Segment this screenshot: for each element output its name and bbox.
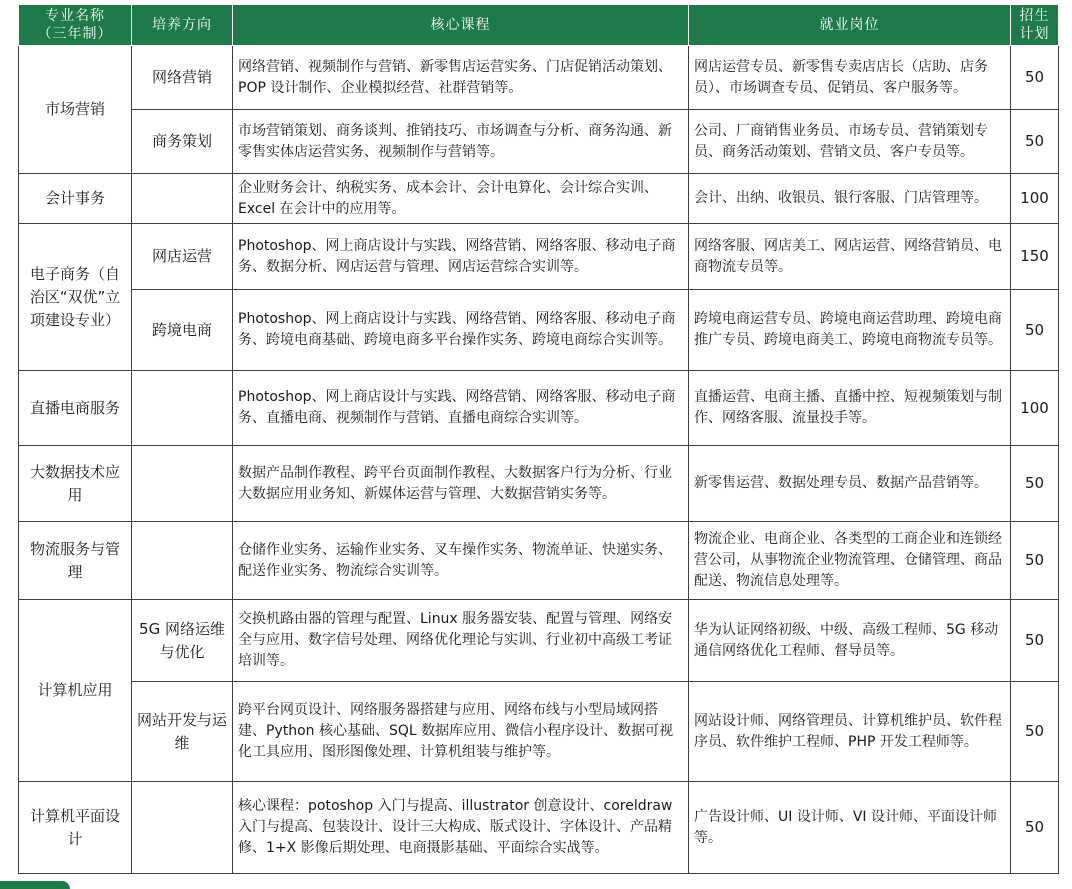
plan-cell: 50 (1011, 600, 1059, 682)
major-cell: 大数据技术应用 (19, 446, 132, 522)
jobs-cell: 网店运营专员、新零售专卖店店长（店助、店务员）、市场调查专员、促销员、客户服务等。 (689, 46, 1011, 110)
major-cell: 物流服务与管理 (19, 522, 132, 600)
jobs-cell: 新零售运营、数据处理专员、数据产品营销等。 (689, 446, 1011, 522)
jobs-cell: 华为认证网络初级、中级、高级工程师、5G 移动通信网络优化工程师、督导员等。 (689, 600, 1011, 682)
jobs-cell: 直播运营、电商主播、直播中控、短视频策划与制作、网络客服、流量投手等。 (689, 371, 1011, 446)
direction-cell: 5G 网络运维与优化 (132, 600, 233, 682)
header-jobs: 就业岗位 (689, 5, 1011, 46)
table-header (19, 5, 1059, 46)
courses-cell: 数据产品制作教程、跨平台页面制作教程、大数据客户行为分析、行业大数据应用业务知、新媒体运营与管理、大数据营销实务等。 (233, 446, 689, 522)
direction-cell (132, 174, 233, 224)
courses-cell: 跨平台网页设计、网络服务器搭建与应用、网络布线与小型局域网搭建、Python 核心基础、SQL 数据库应用、微信小程序设计、数据可视化工具应用、图形图像处理、计算机组装与维护等。 (233, 682, 689, 782)
table-row (19, 174, 1059, 224)
plan-cell: 100 (1011, 174, 1059, 224)
jobs-cell: 会计、出纳、收银员、银行客服、门店管理等。 (689, 174, 1011, 224)
header-row (19, 5, 1059, 46)
plan-cell: 50 (1011, 46, 1059, 110)
header-major: 专业名称 （三年制） (19, 5, 132, 46)
courses-cell: 市场营销策划、商务谈判、推销技巧、市场调查与分析、商务沟通、新零售实体店运营实务、视频制作与营销等。 (233, 110, 689, 174)
courses-cell: 核心课程：potoshop 入门与提高、illustrator 创意设计、coreldraw 入门与提高、包装设计、设计三大构成、版式设计、字体设计、产品精修、1+X 影像后期处理、电商摄影基础、平面综合实战等。 (233, 782, 689, 874)
plan-cell: 50 (1011, 522, 1059, 600)
plan-cell: 50 (1011, 682, 1059, 782)
table-row (19, 224, 1059, 290)
header-plan: 招生 计划 (1011, 5, 1059, 46)
header-direction: 培养方向 (132, 5, 233, 46)
direction-cell: 跨境电商 (132, 290, 233, 371)
plan-cell: 50 (1011, 782, 1059, 874)
table-row (19, 782, 1059, 874)
table-row (19, 522, 1059, 600)
table-body (19, 46, 1059, 874)
jobs-cell: 广告设计师、UI 设计师、VI 设计师、平面设计师等。 (689, 782, 1011, 874)
jobs-cell: 网站设计师、网络管理员、计算机维护员、软件程序员、软件维护工程师、PHP 开发工程师等。 (689, 682, 1011, 782)
direction-cell: 商务策划 (132, 110, 233, 174)
major-cell: 直播电商服务 (19, 371, 132, 446)
header-courses: 核心课程 (233, 5, 689, 46)
plan-cell: 150 (1011, 224, 1059, 290)
table-row (19, 290, 1059, 371)
jobs-cell: 物流企业、电商企业、各类型的工商企业和连锁经营公司，从事物流企业物流管理、仓储管理、商品配送、物流信息处理等。 (689, 522, 1011, 600)
table-row (19, 46, 1059, 110)
jobs-cell: 跨境电商运营专员、跨境电商运营助理、跨境电商推广专员、跨境电商美工、跨境电商物流专员等。 (689, 290, 1011, 371)
jobs-cell: 公司、厂商销售业务员、市场专员、营销策划专员、商务活动策划、营销文员、客户专员等。 (689, 110, 1011, 174)
major-cell: 计算机平面设计 (19, 782, 132, 874)
courses-cell: 网络营销、视频制作与营销、新零售店运营实务、门店促销活动策划、POP 设计制作、企业模拟经营、社群营销等。 (233, 46, 689, 110)
table-row (19, 600, 1059, 682)
table-row (19, 682, 1059, 782)
courses-cell: Photoshop、网上商店设计与实践、网络营销、网络客服、移动电子商务、直播电商、视频制作与营销、直播电商综合实训等。 (233, 371, 689, 446)
courses-cell: Photoshop、网上商店设计与实践、网络营销、网络客服、移动电子商务、数据分析、网店运营与管理、网店运营综合实训等。 (233, 224, 689, 290)
courses-cell: 仓储作业实务、运输作业实务、叉车操作实务、物流单证、快递实务、配送作业实务、物流综合实训等。 (233, 522, 689, 600)
major-cell: 市场营销 (19, 46, 132, 174)
courses-cell: 企业财务会计、纳税实务、成本会计、会计电算化、会计综合实训、Excel 在会计中的应用等。 (233, 174, 689, 224)
direction-cell: 网站开发与运维 (132, 682, 233, 782)
jobs-cell: 网络客服、网店美工、网店运营、网络营销员、电商物流专员等。 (689, 224, 1011, 290)
decorative-accent-bar (0, 881, 70, 889)
table-row (19, 371, 1059, 446)
direction-cell (132, 371, 233, 446)
direction-cell: 网络营销 (132, 46, 233, 110)
plan-cell: 100 (1011, 371, 1059, 446)
enrollment-table (18, 4, 1059, 874)
direction-cell (132, 522, 233, 600)
plan-cell: 50 (1011, 290, 1059, 371)
direction-cell: 网店运营 (132, 224, 233, 290)
major-cell: 会计事务 (19, 174, 132, 224)
direction-cell (132, 446, 233, 522)
courses-cell: 交换机路由器的管理与配置、Linux 服务器安装、配置与管理、网络安全与应用、数字信号处理、网络优化理论与实训、行业初中高级工考证培训等。 (233, 600, 689, 682)
direction-cell (132, 782, 233, 874)
plan-cell: 50 (1011, 446, 1059, 522)
courses-cell: Photoshop、网上商店设计与实践、网络营销、网络客服、移动电子商务、跨境电商基础、跨境电商多平台操作实务、跨境电商综合实训等。 (233, 290, 689, 371)
major-cell: 电子商务（自治区“双优”立项建设专业） (19, 224, 132, 371)
table-row (19, 110, 1059, 174)
major-cell: 计算机应用 (19, 600, 132, 782)
plan-cell: 50 (1011, 110, 1059, 174)
table-row (19, 446, 1059, 522)
